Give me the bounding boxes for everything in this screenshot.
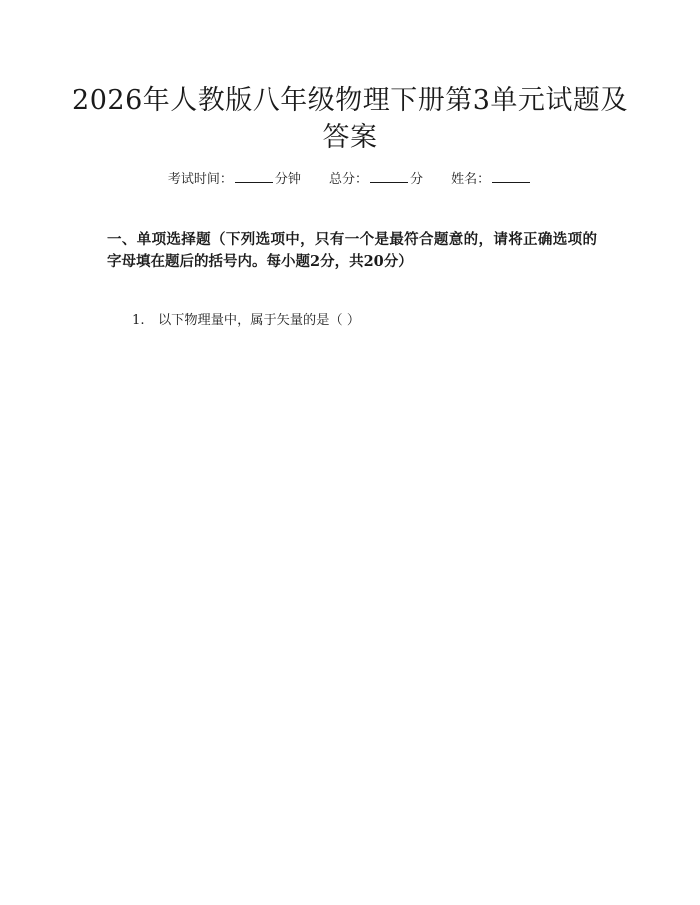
question-1-text: 以下物理量中，属于矢量的是（ ） — [158, 313, 361, 328]
document-title: 2026年人教版八年级物理下册第3单元试题及答案 — [72, 85, 628, 153]
total-score-field — [329, 172, 423, 187]
question-1 — [132, 311, 360, 331]
total-score-label: 总分： — [328, 172, 368, 187]
student-name-label: 姓名： — [451, 172, 491, 187]
exam-time-unit: 分钟 — [274, 172, 301, 187]
exam-meta-line — [0, 169, 700, 189]
exam-time-field — [168, 172, 301, 187]
total-score-unit: 分 — [410, 172, 424, 187]
student-name-blank — [492, 169, 530, 183]
question-1-number: 1. — [132, 313, 145, 328]
total-score-blank — [370, 169, 408, 183]
exam-time-blank — [235, 169, 273, 183]
student-name-field — [451, 172, 532, 187]
exam-time-label: 考试时间： — [167, 172, 233, 187]
section-heading: 一、单项选择题（下列选项中，只有一个是最符合题意的，请将正确选项的字母填在题后的括号内。每小题2分，共20分） — [107, 231, 597, 270]
